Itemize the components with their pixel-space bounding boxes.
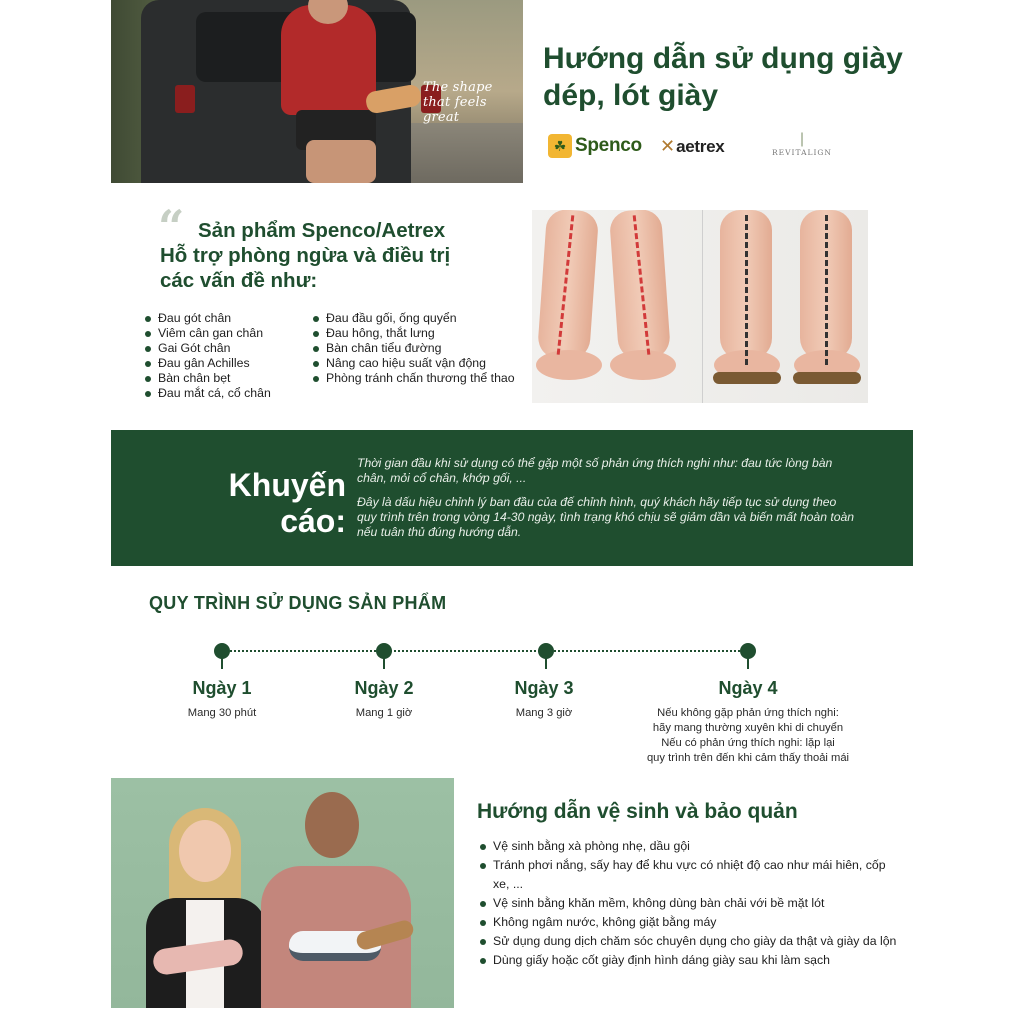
list-item: Bàn chân bẹt [145, 371, 310, 386]
step-day-2: Ngày 2 Mang 1 giờ [354, 678, 414, 719]
step-day-1: Ngày 1 Mang 30 phút [187, 678, 257, 719]
list-item: Dùng giấy hoặc cốt giày định hình dáng giày sau khi làm sạch [480, 951, 900, 970]
timeline-pin-icon [740, 643, 756, 669]
page-title: Hướng dẫn sử dụng giày dép, lót giày [543, 42, 903, 112]
feet-alignment-photo [532, 210, 868, 403]
alignment-line [825, 215, 828, 365]
timeline-line [222, 650, 748, 652]
list-item: Đau gót chân [145, 311, 310, 326]
list-item: Gai Gót chân [145, 341, 310, 356]
list-item: Tránh phơi nắng, sấy hay để khu vực có nhiệt độ cao như mái hiên, cốp xe, ... [480, 856, 900, 894]
benefits-list-right [313, 311, 518, 386]
warning-banner [111, 430, 913, 566]
warning-title: Khuyến cáo: [228, 467, 346, 539]
care-photo-couple-with-shoes [111, 778, 454, 1008]
aetrex-icon: ✕ [660, 136, 676, 156]
insole [713, 372, 781, 384]
step-day-3: Ngày 3 Mang 3 giờ [514, 678, 574, 719]
list-item: Đau hông, thắt lưng [313, 326, 518, 341]
list-item: Nâng cao hiệu suất vận động [313, 356, 518, 371]
list-item: Viêm cân gan chân [145, 326, 310, 341]
revitalign-icon: ❘ [796, 130, 808, 146]
timeline-pin-icon [376, 643, 392, 669]
care-list [480, 837, 900, 970]
benefits-title: Sản phẩm Spenco/Aetrex Hỗ trợ phòng ngừa và điều trị các vấn đề như: [160, 219, 451, 292]
timeline-pin-icon [214, 643, 230, 669]
hero-tagline: The shape that feels great [423, 80, 493, 125]
list-item: Phòng tránh chấn thương thể thao [313, 371, 518, 386]
list-item: Vệ sinh bằng khăn mềm, không dùng bàn chải với bề mặt lót [480, 894, 900, 913]
revitalign-logo: ❘ REVITALIGN [763, 128, 841, 157]
process-title: QUY TRÌNH SỬ DỤNG SẢN PHẨM [149, 593, 447, 613]
alignment-line [745, 215, 748, 365]
aetrex-logo: ✕ aetrex [660, 136, 725, 156]
quote-icon: “ [158, 200, 185, 254]
warning-text: Thời gian đầu khi sử dụng có thể gặp một số phản ứng thích nghi như: đau tức lòng bàn chân, mỏi cổ chân, khớp gối, ... Đây là dấu hiệu chỉnh lý ban đầu của đế chỉnh hình, quý khách hãy tiếp tục sử dụng theo quy trình trên trong vòng 14-30 ngày, tình trạng khó chịu sẽ giảm dần và biến mất hoàn toàn nếu tuân thủ đúng hướng dẫn. [357, 456, 855, 539]
list-item: Bàn chân tiểu đường [313, 341, 518, 356]
brand-logos [548, 128, 848, 168]
hero-photo-man-at-car-trunk [111, 0, 523, 183]
list-item: Đau gân Achilles [145, 356, 310, 371]
list-item: Sử dụng dung dịch chăm sóc chuyên dụng cho giày da thật và giày da lộn [480, 932, 900, 951]
list-item: Đau đầu gối, ống quyển [313, 311, 518, 326]
list-item: Vệ sinh bằng xà phòng nhẹ, dầu gội [480, 837, 900, 856]
list-item: Đau mắt cá, cổ chân [145, 386, 310, 401]
step-day-4: Ngày 4 Nếu không gặp phản ứng thích nghi: hãy mang thường xuyên khi di chuyển Nếu có phản ứng thích nghi: lặp lại quy trình trên đến khi cảm thấy thoải mái [646, 678, 850, 764]
list-item: Không ngâm nước, không giặt bằng máy [480, 913, 900, 932]
benefits-list-left [145, 311, 310, 401]
spenco-icon: ☘ [548, 134, 572, 158]
care-title: Hướng dẫn vệ sinh và bảo quản [477, 800, 798, 823]
timeline-pin-icon [538, 643, 554, 669]
spenco-logo: ☘ Spenco [548, 134, 642, 158]
insole [793, 372, 861, 384]
